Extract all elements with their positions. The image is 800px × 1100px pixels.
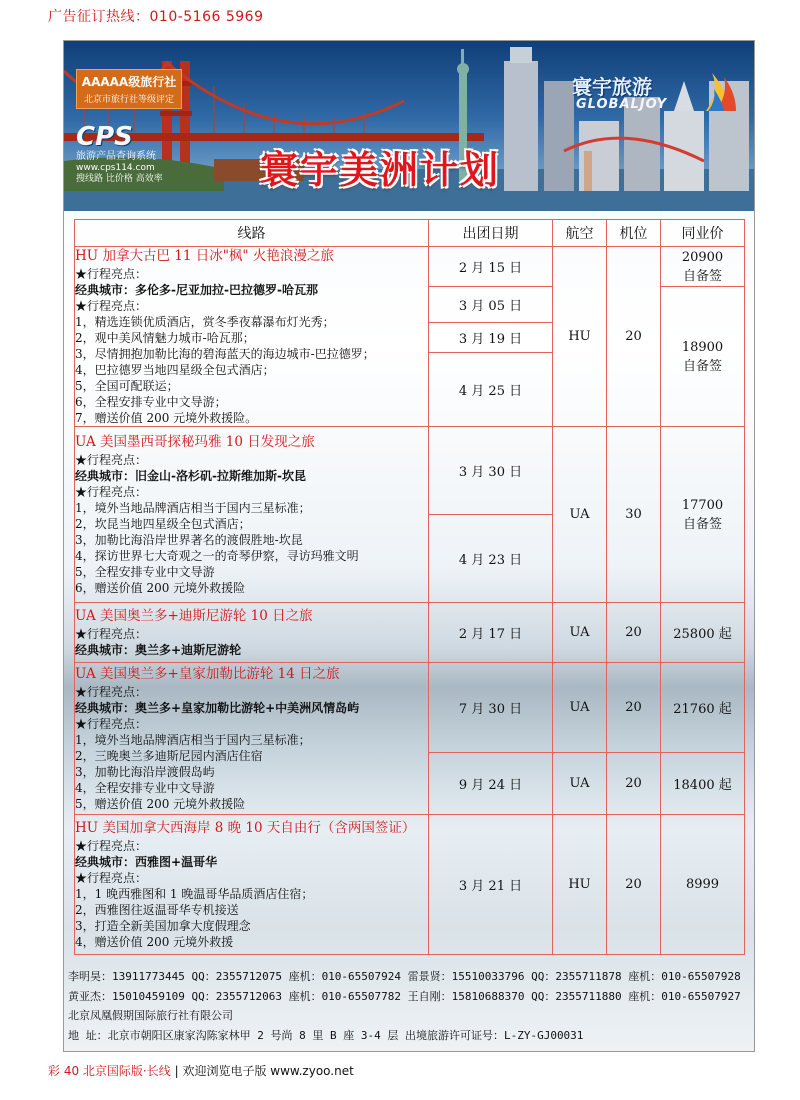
route-2-price-value: 17700 — [681, 497, 724, 513]
route-4-airline-2: UA — [553, 753, 607, 815]
list-item: 1，1 晚西雅图和 1 晚温哥华品质酒店住宿； — [75, 887, 314, 901]
list-item: 3，打造全新美国加拿大度假理念 — [75, 919, 251, 933]
badge-title: AAAAA级旅行社 — [81, 75, 177, 89]
list-item: 4，全程安排专业中文导游 — [75, 781, 215, 795]
route-4-title: UA 美国奥兰多+皇家加勒比游轮 14 日之旅 — [75, 666, 340, 682]
list-item: 4，赠送价值 200 元境外救援 — [75, 935, 234, 949]
contact-line-2: 黄亚杰：15010459109 QQ：2355712063 座机：010-65507782 王自刚：15810688370 QQ：2355711880 座机：010-65507927 — [68, 989, 741, 1003]
list-item: 4，巴拉德罗当地四星级全包式酒店； — [75, 363, 275, 377]
site-slogan: 欢迎浏览电子版 www.zyoo.net — [182, 1064, 354, 1078]
route-1-highlight-label: ★行程亮点： — [75, 267, 148, 281]
route-2-cities-label: 经典城市： — [75, 469, 136, 483]
list-item: 2，三晚奥兰多迪斯尼园内酒店住宿 — [75, 749, 263, 763]
route-5-title: HU 美国加拿大西海岸 8 晚 10 天自由行（含两国签证） — [75, 820, 416, 836]
list-item: 3，加勒比海沿岸渡假岛屿 — [75, 765, 215, 779]
route-5-airline: HU — [553, 815, 607, 955]
route-4-airline-1: UA — [553, 663, 607, 753]
route-4-cities-label: 经典城市： — [75, 701, 136, 715]
cps-logo — [76, 123, 182, 185]
table-row — [75, 663, 745, 753]
route-1-price-1 — [661, 247, 745, 287]
route-4-highlight-label-2: ★行程亮点： — [75, 717, 148, 731]
cps-tagline: 旅游产品查询系统 — [76, 151, 156, 162]
edition-label: 北京国际版·长线 — [82, 1064, 171, 1078]
globaljoy-logo — [572, 71, 744, 115]
route-5-price: 8999 — [661, 815, 745, 955]
route-3-description — [75, 603, 429, 663]
route-5-cities-label: 经典城市： — [75, 855, 136, 869]
route-3-cities-label: 经典城市： — [75, 643, 136, 657]
route-1-cities: 多伦多-尼亚加拉-巴拉德罗-哈瓦那 — [135, 283, 318, 297]
route-3-highlight-label: ★行程亮点： — [75, 627, 148, 641]
route-4-highlight-label: ★行程亮点： — [75, 685, 148, 699]
route-4-seats-2: 20 — [607, 753, 661, 815]
route-2-price-note: 自备签 — [682, 516, 722, 532]
contact-line-1: 李明昊：13911773445 QQ：2355712075 座机：010-65507924 雷景贤：15510033796 QQ：2355711878 座机：010-65507928 — [68, 970, 741, 983]
route-1-price-1-note: 自备签 — [682, 268, 722, 284]
route-4-price-2: 18400 起 — [661, 753, 745, 815]
footer-divider: | — [174, 1064, 179, 1078]
cps-slogan: 搜线路 比价格 高效率 — [76, 174, 163, 184]
banner — [64, 41, 754, 211]
badge-subtitle: 北京市旅行社等级评定 — [83, 95, 174, 105]
table-row — [75, 247, 745, 287]
route-2-seats: 30 — [607, 427, 661, 603]
route-2-airline: UA — [553, 427, 607, 603]
list-item: 5，全程安排专业中文导游 — [75, 565, 215, 579]
list-item: 2，西雅图往返温哥华专机接送 — [75, 903, 239, 917]
route-3-seats: 20 — [607, 603, 661, 663]
route-1-seats: 20 — [607, 247, 661, 427]
route-2-price — [661, 427, 745, 603]
route-3-title: UA 美国奥兰多+迪斯尼游轮 10 日之旅 — [75, 608, 313, 624]
list-item: 4，探访世界七大奇观之一的奇琴伊察，寻访玛雅文明 — [75, 549, 359, 563]
route-4-date-1: 7 月 30 日 — [429, 663, 553, 753]
list-item: 6，全程安排专业中文导游； — [75, 395, 227, 409]
route-2-date-2: 4 月 23 日 — [429, 515, 553, 603]
cps-url: www.cps114.com — [76, 163, 155, 173]
route-5-date: 3 月 21 日 — [429, 815, 553, 955]
route-2-title: UA 美国墨西哥探秘玛雅 10 日发现之旅 — [75, 434, 315, 450]
list-item: 3，尽情拥抱加勒比海的碧海蓝天的海边城市-巴拉德罗； — [75, 347, 375, 361]
route-3-price: 25800 起 — [661, 603, 745, 663]
route-4-description — [75, 663, 429, 815]
route-4-cities: 奥兰多+皇家加勒比游轮+中美洲风情岛屿 — [135, 701, 360, 715]
route-1-airline: HU — [553, 247, 607, 427]
list-item: 3，加勒比海沿岸世界著名的渡假胜地-坎昆 — [75, 533, 303, 547]
route-1-date-1: 2 月 15 日 — [429, 247, 553, 287]
route-5-description — [75, 815, 429, 955]
list-item: 1，境外当地品牌酒店相当于国内三星标准； — [75, 501, 311, 515]
route-2-highlight-label: ★行程亮点： — [75, 453, 148, 467]
route-4-seats-1: 20 — [607, 663, 661, 753]
header-seats: 机位 — [607, 220, 661, 247]
header-airline: 航空 — [553, 220, 607, 247]
cps-logo-text: CPS — [76, 122, 133, 152]
brand-name-cn: 寰宇旅游 — [572, 75, 652, 99]
list-item: 7，赠送价值 200 元境外救援险。 — [75, 411, 258, 425]
brand-name-en: GLOBALJOY — [576, 97, 668, 112]
list-item: 1，精选连锁优质酒店，赏冬季夜幕瀑布灯光秀； — [75, 315, 335, 329]
route-3-airline: UA — [553, 603, 607, 663]
route-5-highlight-label: ★行程亮点： — [75, 839, 148, 853]
route-1-price-2-value: 18900 — [681, 339, 724, 355]
route-1-description — [75, 247, 429, 427]
route-1-date-3: 3 月 19 日 — [429, 323, 553, 353]
table-row — [75, 427, 745, 515]
route-2-description — [75, 427, 429, 603]
list-item: 2，观中美风情魅力城市-哈瓦那； — [75, 331, 255, 345]
route-1-highlight-label-2: ★行程亮点： — [75, 299, 148, 313]
page-title: 寰宇美洲计划 — [260, 148, 501, 192]
route-4-price-1: 21760 起 — [661, 663, 745, 753]
page-footer — [48, 1062, 354, 1079]
route-1-date-2: 3 月 05 日 — [429, 287, 553, 323]
company-address: 地 址：北京市朝阳区康家沟陈家林甲 2 号尚 8 里 B 座 3-4 层 出境旅游许可证号：L-ZY-GJ00031 — [68, 1028, 584, 1042]
route-1-cities-label: 经典城市： — [75, 283, 136, 297]
route-5-highlight-label-2: ★行程亮点： — [75, 871, 148, 885]
ad-hotline: 广告征订热线：010-5166 5969 — [48, 9, 264, 25]
list-item: 1，境外当地品牌酒店相当于国内三星标准； — [75, 733, 311, 747]
aaaaa-badge — [76, 69, 182, 109]
list-item: 5，全国可配联运； — [75, 379, 179, 393]
table-header-row — [75, 220, 745, 247]
header-dates: 出团日期 — [429, 220, 553, 247]
page-number: 彩 40 — [48, 1064, 80, 1078]
brand-mark-icon — [702, 71, 738, 115]
route-1-price-2-note: 自备签 — [682, 358, 722, 374]
route-5-cities: 西雅图+温哥华 — [135, 855, 218, 869]
contact-footer — [68, 967, 750, 1045]
route-1-price-1-value: 20900 — [681, 249, 724, 265]
route-1-title: HU 加拿大古巴 11 日冰"枫" 火艳浪漫之旅 — [75, 248, 334, 264]
route-4-date-2: 9 月 24 日 — [429, 753, 553, 815]
table-row — [75, 815, 745, 955]
itinerary-table — [74, 219, 745, 955]
route-2-cities: 旧金山-洛杉矶-拉斯维加斯-坎昆 — [135, 469, 306, 483]
page-frame — [63, 40, 755, 1052]
list-item: 6，赠送价值 200 元境外救援险 — [75, 581, 246, 595]
company-name: 北京凤凰假期国际旅行社有限公司 — [68, 1009, 233, 1022]
route-1-price-2 — [661, 287, 745, 427]
route-3-cities: 奥兰多+迪斯尼游轮 — [135, 643, 242, 657]
route-1-date-4: 4 月 25 日 — [429, 353, 553, 427]
route-3-date: 2 月 17 日 — [429, 603, 553, 663]
header-route: 线路 — [75, 220, 429, 247]
route-5-seats: 20 — [607, 815, 661, 955]
list-item: 2，坎昆当地四星级全包式酒店； — [75, 517, 251, 531]
route-2-date-1: 3 月 30 日 — [429, 427, 553, 515]
table-row — [75, 603, 745, 663]
list-item: 5，赠送价值 200 元境外救援险 — [75, 797, 246, 811]
header-price: 同业价 — [661, 220, 745, 247]
route-2-highlight-label-2: ★行程亮点： — [75, 485, 148, 499]
